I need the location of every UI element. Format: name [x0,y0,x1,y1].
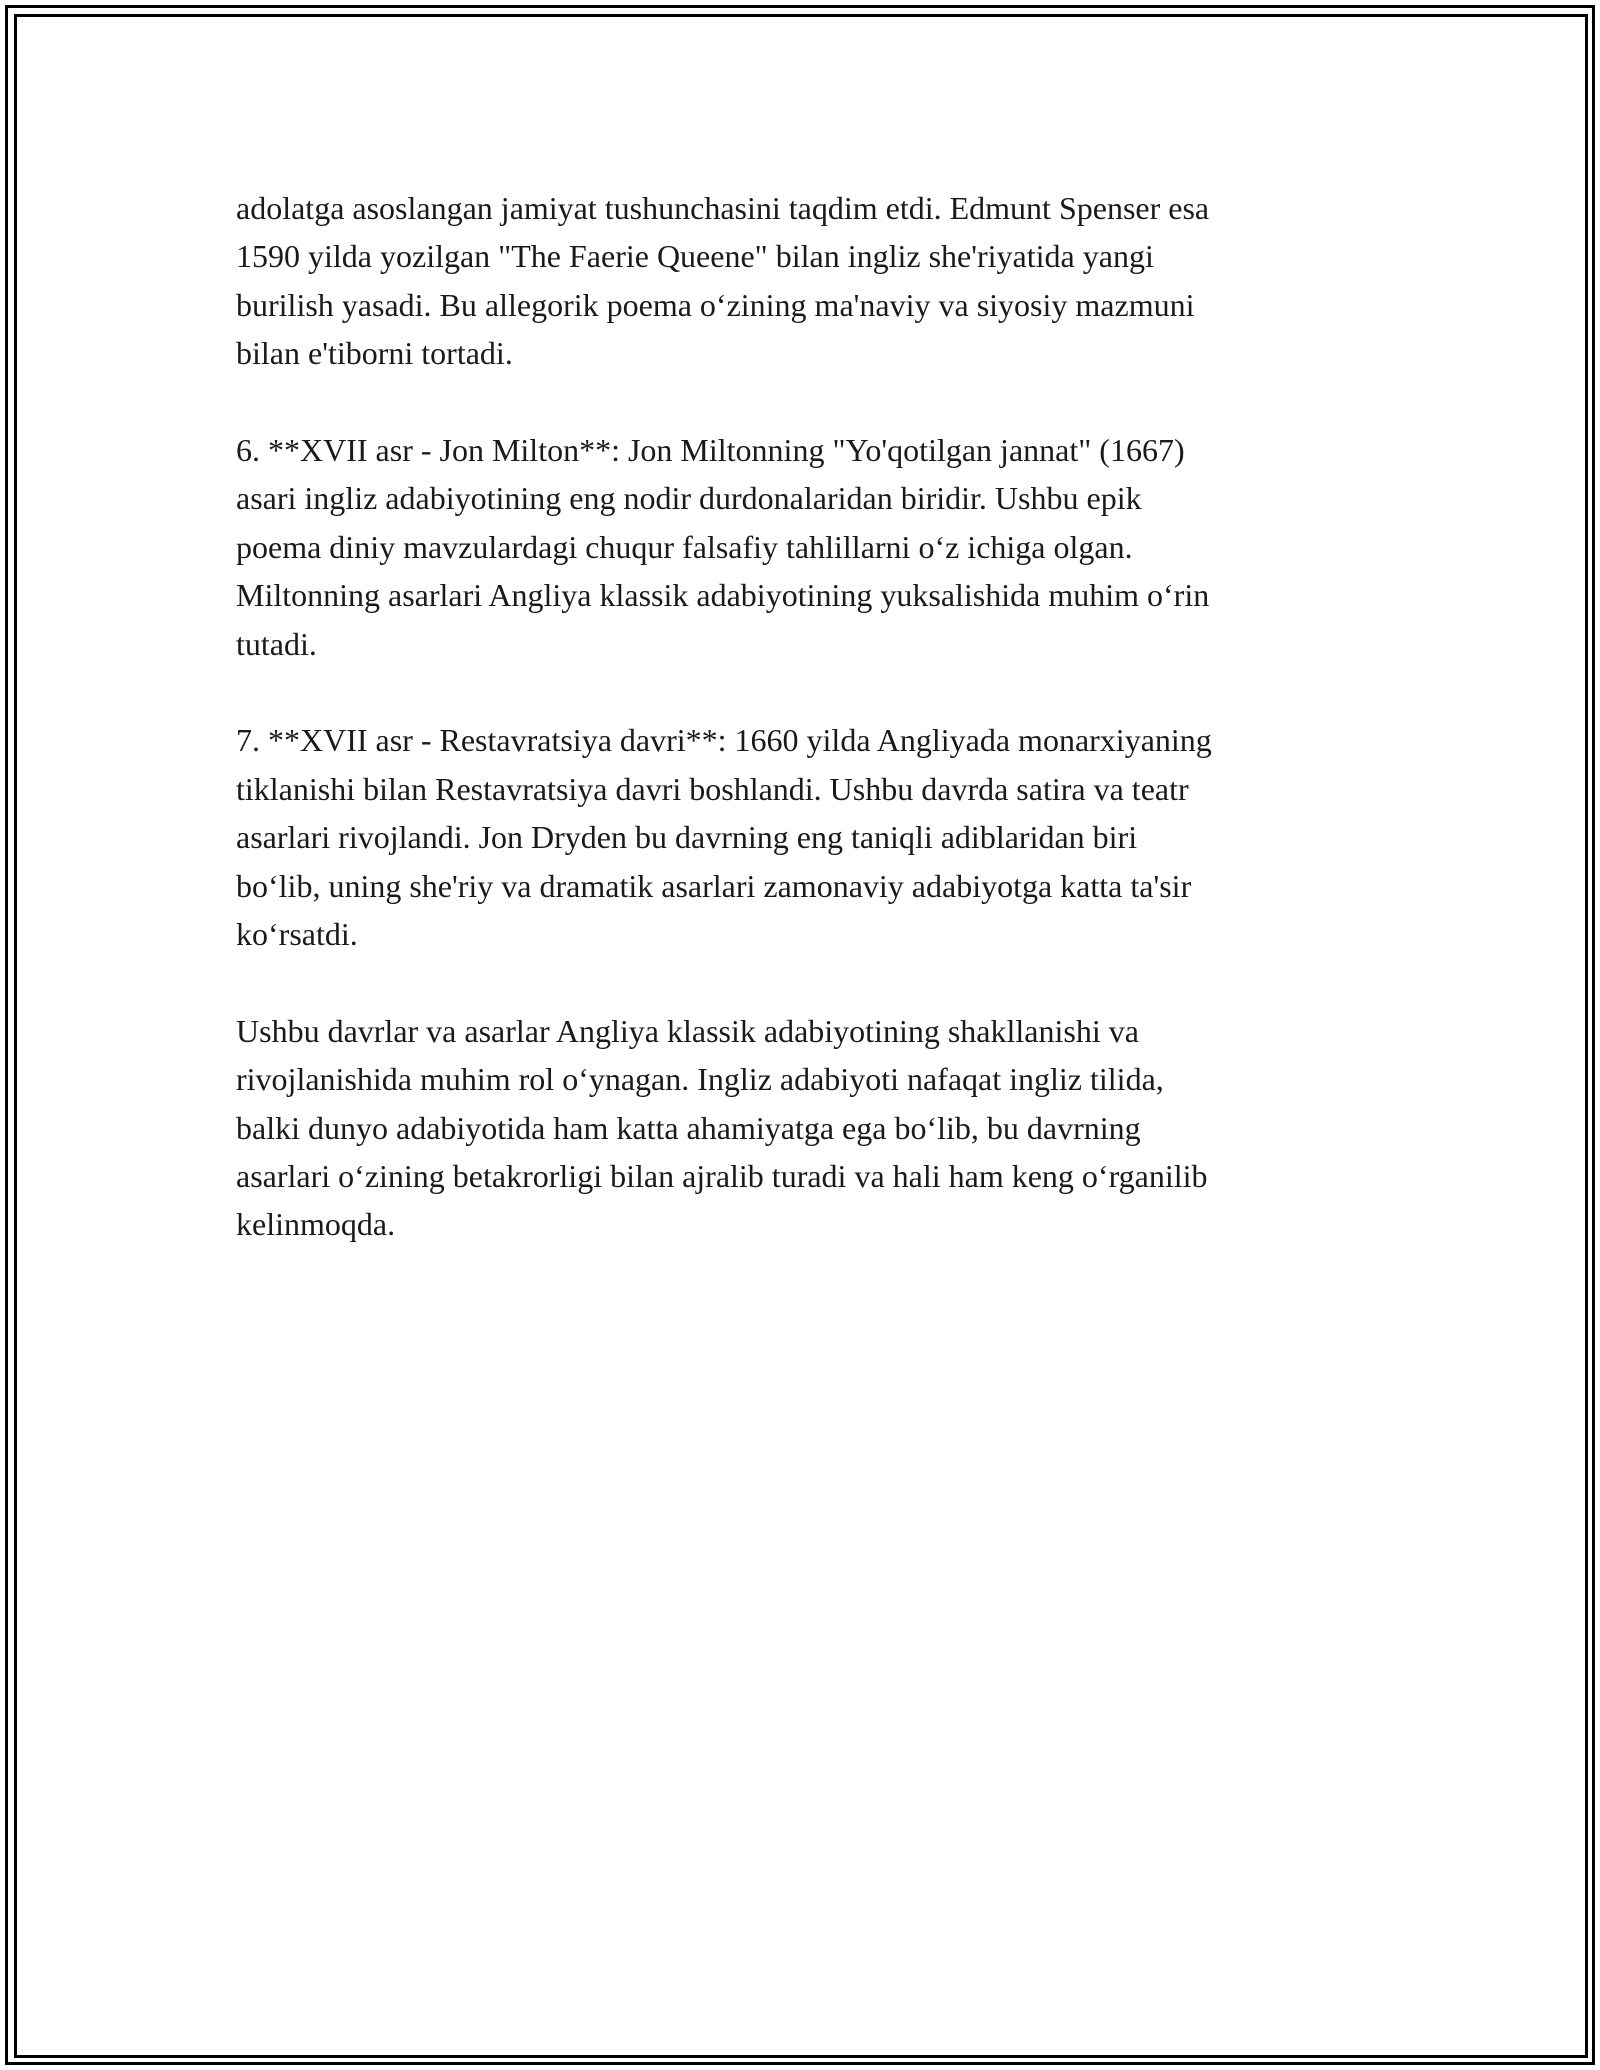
text-line: tutadi. [236,625,317,662]
text-line: bilan e'tiborni tortadi. [236,335,513,372]
document-body [236,184,1376,1297]
text-line: adolatga asoslangan jamiyat tushunchasini taqdim etdi. Edmunt Spenser esa [236,190,1210,226]
paragraph-restoration [236,716,1376,958]
paragraph-spenser [236,184,1376,378]
paragraph-conclusion [236,1007,1376,1249]
text-line: 7. **XVII asr - Restavratsiya davri**: 1660 yilda Angliyada monarxiyaning [236,722,1212,759]
text-line: tiklanishi bilan Restavratsiya davri boshlandi. Ushbu davrda satira va teatr [236,770,1189,807]
text-line: poema diniy mavzulardagi chuqur falsafiy tahlillarni o‘z ichiga olgan. [236,528,1133,565]
text-line: 1590 yilda yozilgan "The Faerie Queene" bilan ingliz she'riyatida yangi [236,238,1154,275]
text-line: asarlari rivojlandi. Jon Dryden bu davrning eng taniqli adiblaridan biri [236,819,1138,856]
paragraph-milton [236,426,1376,668]
text-line: 6. **XVII asr - Jon Milton**: Jon Miltonning "Yo'qotilgan jannat" (1667) [236,432,1185,469]
text-line: balki dunyo adabiyotida ham katta ahamiyatga ega bo‘lib, bu davrning [236,1109,1141,1146]
text-line: asarlari o‘zining betakrorligi bilan ajralib turadi va hali ham keng o‘rganilib [236,1158,1208,1195]
text-line: burilish yasadi. Bu allegorik poema o‘zining ma'naviy va siyosiy mazmuni [236,286,1195,323]
text-line: Miltonning asarlari Angliya klassik adabiyotining yuksalishida muhim o‘rin [236,577,1210,614]
text-line: kelinmoqda. [236,1206,396,1243]
text-line: ko‘rsatdi. [236,916,358,953]
text-line: asari ingliz adabiyotining eng nodir durdonalaridan biridir. Ushbu epik [236,480,1142,517]
text-line: bo‘lib, uning she'riy va dramatik asarlari zamonaviy adabiyotga katta ta'sir [236,867,1192,904]
text-line: rivojlanishida muhim rol o‘ynagan. Ingliz adabiyoti nafaqat ingliz tilida, [236,1061,1164,1098]
text-line: Ushbu davrlar va asarlar Angliya klassik adabiyotining shakllanishi va [236,1012,1139,1049]
